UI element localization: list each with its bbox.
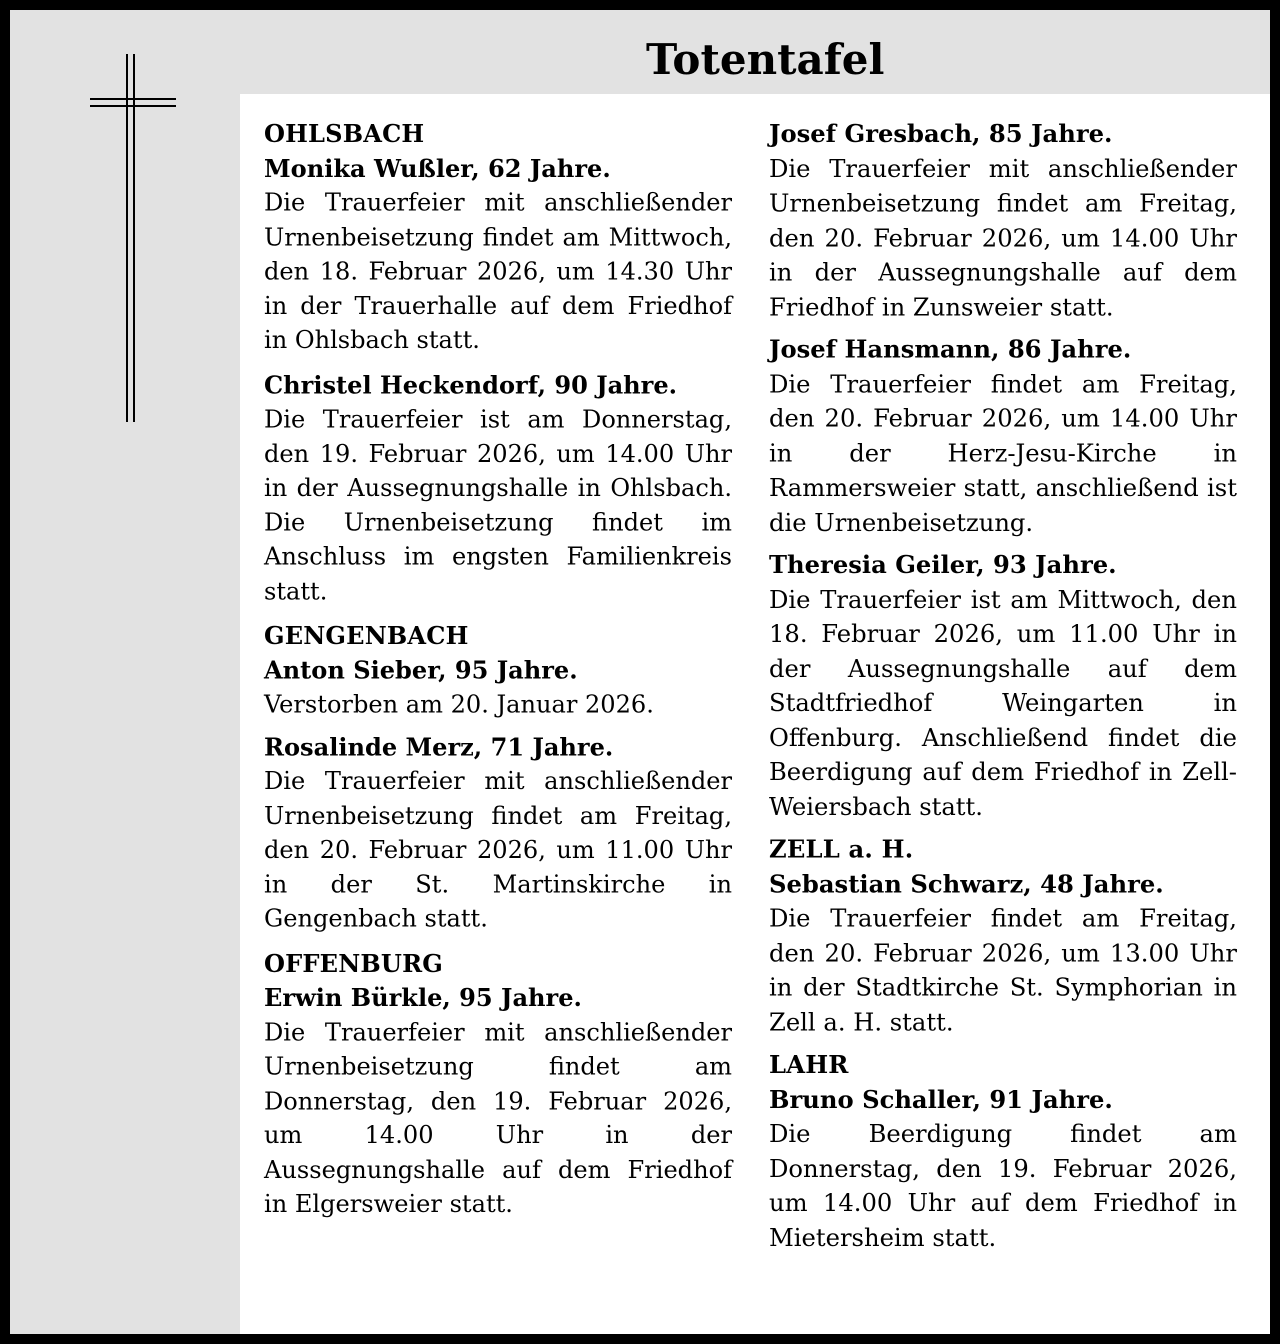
notice-text: Die Trauerfeier mit anschließender Urnenbeisetzung findet am Mittwoch, den 18. Februar 2026, um 14.30 Uhr in der Trauerhalle auf dem Friedhof in Ohlsbach statt. bbox=[264, 189, 732, 355]
notice-text: Die Trauerfeier findet am Freitag, den 20. Februar 2026, um 13.00 Uhr in der Stadtkirche St. Symphorian in Zell a. H. statt. bbox=[769, 904, 1237, 1037]
notice-entry bbox=[769, 833, 1237, 1040]
town-heading: ZELL a. H. bbox=[769, 835, 914, 864]
notice-entry bbox=[264, 369, 732, 609]
notice-text: Die Trauerfeier ist am Mittwoch, den 18. Februar 2026, um 11.00 Uhr in der Aussegnungshalle auf dem Stadtfriedhof Weingarten in Offenburg. Anschließend findet die Beerdigung auf dem Friedhof in Zell-Weiersbach statt. bbox=[769, 585, 1237, 822]
deceased-name: Erwin Bürkle, 95 Jahre. bbox=[264, 984, 582, 1013]
left-column bbox=[264, 118, 732, 1230]
notice-entry bbox=[769, 118, 1237, 325]
notice-text: Die Trauerfeier mit anschließender Urnenbeisetzung findet am Freitag, den 20. Februar 2026, um 14.00 Uhr in der Aussegnungshalle auf dem Friedhof in Zunsweier statt. bbox=[769, 155, 1237, 322]
notice-text: Die Trauerfeier findet am Freitag, den 20. Februar 2026, um 14.00 Uhr in der Herz-Jesu-Kirche in Rammersweier statt, anschließend ist die Urnenbeisetzung. bbox=[769, 370, 1237, 537]
notice-entry bbox=[769, 333, 1237, 540]
notice-text: Die Trauerfeier mit anschließender Urnenbeisetzung findet am Donnerstag, den 19. Februar 2026, um 14.00 Uhr in der Aussegnungshalle auf dem Friedhof in Elgersweier statt. bbox=[264, 1018, 732, 1219]
notice-entry bbox=[264, 620, 732, 723]
deceased-name: Sebastian Schwarz, 48 Jahre. bbox=[769, 870, 1164, 899]
notice-entry bbox=[264, 947, 732, 1222]
deceased-name: Rosalinde Merz, 71 Jahre. bbox=[264, 733, 614, 762]
notice-text: Die Trauerfeier mit anschließender Urnenbeisetzung findet am Freitag, den 20. Februar 2026, um 11.00 Uhr in der St. Martinskirche in Gengenbach statt. bbox=[264, 767, 732, 933]
notice-entry bbox=[769, 1049, 1237, 1256]
town-heading: OHLSBACH bbox=[264, 120, 425, 149]
notice-text: Verstorben am 20. Januar 2026. bbox=[264, 691, 654, 719]
notice-entry bbox=[264, 118, 732, 358]
town-heading: LAHR bbox=[769, 1051, 849, 1080]
page-title: Totentafel bbox=[646, 35, 885, 84]
deceased-name: Anton Sieber, 95 Jahre. bbox=[264, 656, 578, 685]
notice-text: Die Beerdigung findet am Donnerstag, den 19. Februar 2026, um 14.00 Uhr auf dem Friedhof in Mietersheim statt. bbox=[769, 1120, 1237, 1252]
deceased-name: Christel Heckendorf, 90 Jahre. bbox=[264, 371, 678, 400]
notice-entry bbox=[769, 549, 1237, 825]
notices-panel bbox=[240, 94, 1280, 1344]
deceased-name: Josef Hansmann, 86 Jahre. bbox=[769, 336, 1132, 364]
right-column bbox=[769, 118, 1237, 1264]
deceased-name: Monika Wußler, 62 Jahre. bbox=[264, 154, 611, 183]
deceased-name: Theresia Geiler, 93 Jahre. bbox=[769, 551, 1117, 580]
cross-icon bbox=[80, 44, 180, 424]
deceased-name: Josef Gresbach, 85 Jahre. bbox=[769, 120, 1113, 149]
notice-text: Die Trauerfeier ist am Donnerstag, den 19. Februar 2026, um 14.00 Uhr in der Aussegnungshalle in Ohlsbach. Die Urnenbeisetzung findet im Anschluss im engsten Familienkreis statt. bbox=[264, 405, 732, 606]
town-heading: OFFENBURG bbox=[264, 950, 443, 978]
deceased-name: Bruno Schaller, 91 Jahre. bbox=[769, 1085, 1113, 1114]
town-heading: GENGENBACH bbox=[264, 622, 469, 651]
notice-entry bbox=[264, 731, 732, 937]
